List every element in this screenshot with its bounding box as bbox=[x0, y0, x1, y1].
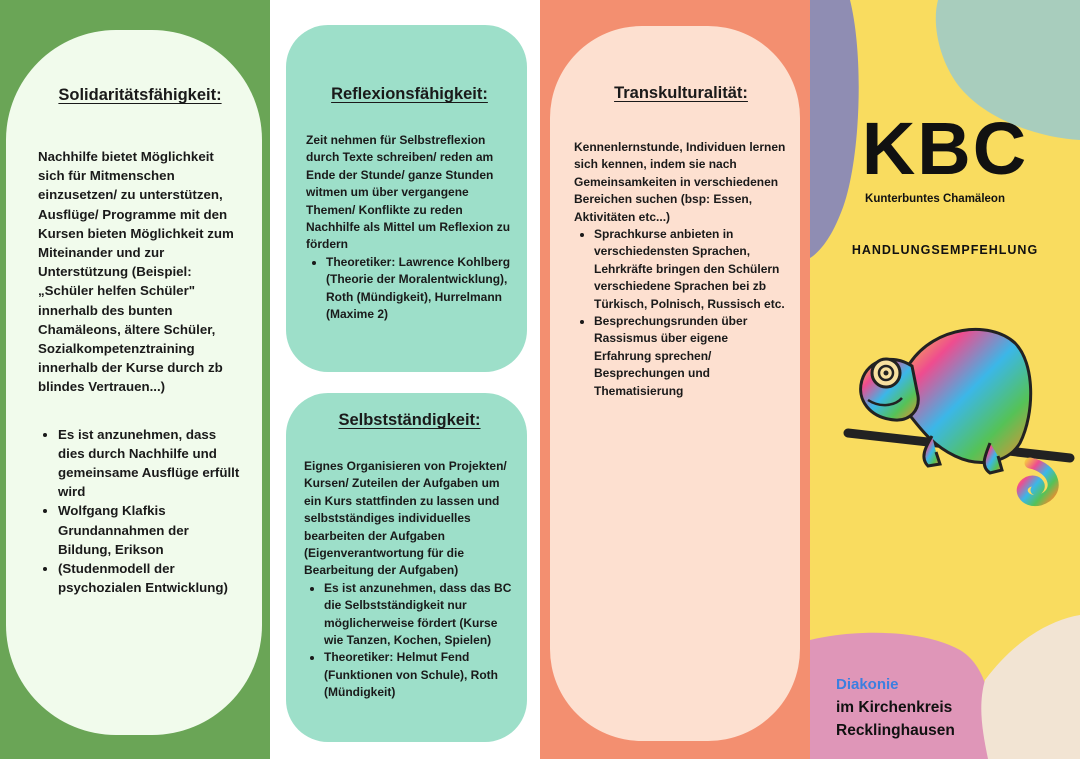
heading-solidaritaet: Solidaritätsfähigkeit: bbox=[58, 86, 222, 104]
panel-reflexion-selbststaendigkeit bbox=[270, 0, 540, 759]
bullet-list-solidaritaet bbox=[38, 425, 242, 598]
heading-transkulturalitaet: Transkulturalität: bbox=[614, 84, 748, 102]
cover-title: KBC bbox=[861, 107, 1029, 190]
bullet-item: • Es ist anzunehmen, dass dies durch Nachhilfe und gemeinsame Ausflüge erfüllt wird bbox=[58, 425, 242, 502]
body-reflexion: Zeit nehmen für Selbstreflexion durch Texte schreiben/ reden am Ende der Stunde/ ganze Stunden witmen um über vergangene Themen/ Konflikte zu reden Nachhilfe als Mittel um Reflexion zu fördern bbox=[306, 133, 511, 252]
cover-tagline: HANDLUNGSEMPFEHLUNG bbox=[851, 243, 1039, 257]
org-line-recklinghausen: Recklinghausen bbox=[836, 722, 955, 739]
bullet-list-selbststaendigkeit bbox=[304, 580, 515, 702]
body-selbststaendigkeit: Eignes Organisieren von Projekten/ Kursen/ Zuteilen der Aufgaben um ein Kurs stattfinden zu lassen und selbstständiges individuelles bearbeiten der Aufgaben (Eigenverantwortung für die Bearbeitung der Aufgaben) bbox=[304, 459, 507, 578]
org-name-diakonie: Diakonie bbox=[836, 676, 899, 693]
cover-subtitle: Kunterbuntes Chamäleon bbox=[865, 193, 1005, 205]
bullet-item: • Theoretiker: Lawrence Kohlberg (Theorie der Moralentwicklung), Roth (Mündigkeit), Hurrelmann (Maxime 2) bbox=[326, 254, 513, 324]
bullet-item: • (Studenmodell der psychozialen Entwicklung) bbox=[58, 559, 242, 597]
body-transkulturalitaet: Kennenlernstunde, Individuen lernen sich kennen, indem sie nach Gemeinsamkeiten in verschiedenen Bereichen suchen (bsp: Essen, Aktivitäten etc...) bbox=[574, 140, 786, 224]
bullet-item: • Es ist anzunehmen, dass das BC die Selbstständigkeit nur möglicherweise fördert (Kurse wie Tanzen, Kochen, Spielen) bbox=[324, 580, 515, 650]
card-solidaritaet bbox=[6, 30, 262, 735]
card-selbststaendigkeit bbox=[286, 393, 527, 742]
body-solidaritaet: Nachhilfe bietet Möglichkeit sich für Mitmenschen einzusetzen/ zu unterstützen, Ausflüge/ Programme mit den Kursen bieten Möglichkeit zum Miteinander und zur Unterstützung (Beispiel: „Schüler helfen Schüler" innerhalb des bunten Chamäleons, ältere Schüler, Sozialkompetenztraining innerhalb der Kurse durch zb blindes Vertrauen...) bbox=[38, 149, 234, 395]
card-transkulturalitaet bbox=[550, 26, 800, 741]
bullet-item: • Besprechungsrunden über Rassismus über eigene Erfahrung sprechen/ Besprechungen und Thematisierung bbox=[594, 313, 788, 400]
card-reflexion bbox=[286, 25, 527, 372]
bullet-item: • Theoretiker: Helmut Fend (Funktionen von Schule), Roth (Mündigkeit) bbox=[324, 649, 515, 701]
heading-reflexion: Reflexionsfähigkeit: bbox=[331, 85, 488, 103]
panel-solidaritaet bbox=[0, 0, 270, 759]
chameleon-icon bbox=[840, 318, 1080, 508]
bullet-item: • Sprachkurse anbieten in verschiedensten Sprachen, Lehrkräfte bringen den Schülern verschiedene Sprachen bei zb Türkisch, Polnisch, Russisch etc. bbox=[594, 226, 788, 313]
org-line-kirchenkreis: im Kirchenkreis bbox=[836, 699, 953, 716]
bullet-list-reflexion bbox=[306, 254, 513, 324]
panel-transkulturalitaet bbox=[540, 0, 810, 759]
bullet-item: • Wolfgang Klafkis Grundannahmen der Bildung, Erikson bbox=[58, 501, 242, 559]
bullet-list-transkulturalitaet bbox=[574, 226, 788, 400]
heading-selbststaendigkeit: Selbstständigkeit: bbox=[338, 411, 481, 429]
cover-panel bbox=[810, 0, 1080, 759]
